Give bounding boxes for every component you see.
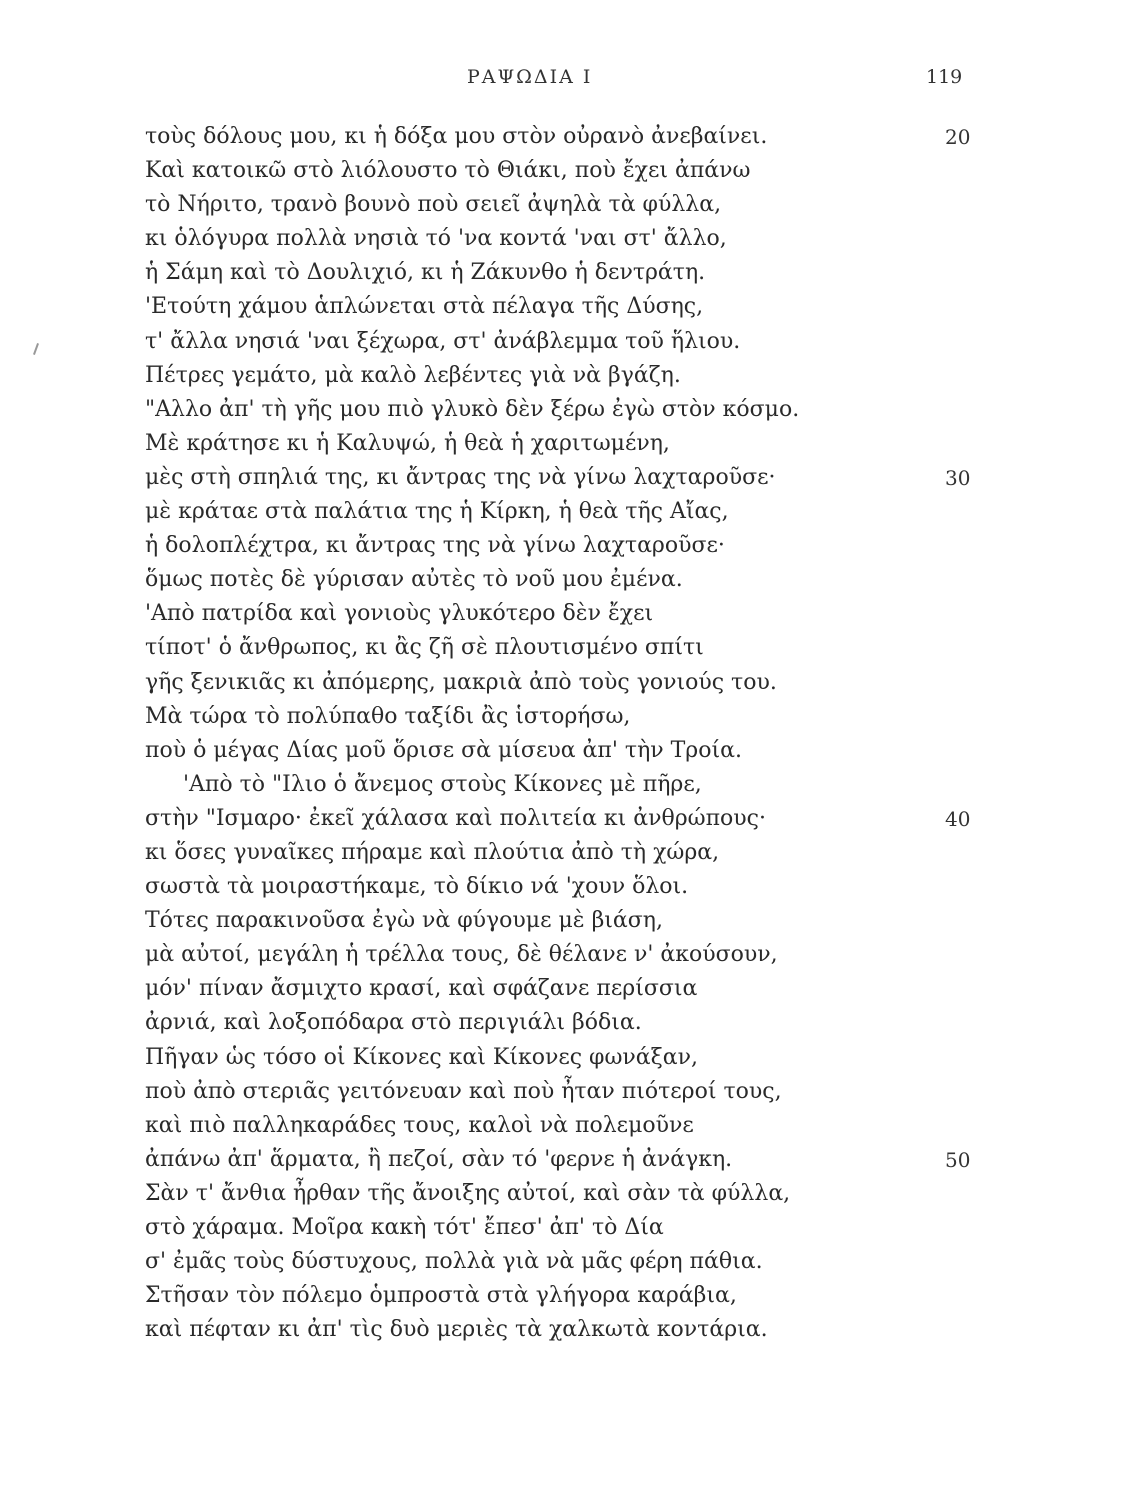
verse-text: γῆς ξενικιᾶς κι ἀπόμερης, μακριὰ ἀπὸ τοὺς γονιούς του.	[145, 669, 777, 695]
verse-line	[145, 802, 971, 836]
verse-line	[145, 154, 905, 188]
verse-line	[145, 1041, 905, 1075]
verse-line	[145, 666, 905, 700]
verse-text: τ' ἄλλα νησιά 'ναι ξέχωρα, στ' ἀνάβλεμμα τοῦ ἥλιου.	[145, 328, 741, 354]
verse-text: σ' ἐμᾶς τοὺς δύστυχους, πολλὰ γιὰ νὰ μᾶς φέρη πάθια.	[145, 1249, 763, 1275]
verse-line	[145, 1313, 905, 1347]
verse-line	[145, 1279, 905, 1313]
verse-text: καὶ πιὸ παλληκαράδες τους, καλοὶ νὰ πολεμοῦνε	[145, 1112, 694, 1138]
verse-text: τὸ Νήριτο, τρανὸ βουνὸ ποὺ σειεῖ ἀψηλὰ τὰ φύλλα,	[145, 192, 722, 218]
verse-text: 'Απὸ τὸ "Ιλιο ὁ ἄνεμος στοὺς Κίκονες μὲ πῆρε,	[183, 771, 702, 797]
verse-text: κι ὁλόγυρα πολλὰ νησιὰ τό 'να κοντά 'ναι στ' ἄλλο,	[145, 226, 727, 252]
line-number: 40	[945, 806, 971, 831]
verse-text: ἀπάνω ἀπ' ἅρματα, ἢ πεζοί, σὰν τό 'φερνε ἡ ἀνάγκη.	[145, 1146, 733, 1172]
verse-text: 'Ετούτη χάμου ἁπλώνεται στὰ πέλαγα τῆς Δύσης,	[145, 294, 704, 320]
verse-line	[145, 359, 905, 393]
verse-line	[145, 836, 905, 870]
verse-line	[145, 188, 905, 222]
verse-line	[145, 597, 905, 631]
verse-line	[145, 563, 905, 597]
verse-text: μὲς στὴ σπηλιά της, κι ἄντρας της νὰ γίνω λαχταροῦσε·	[145, 464, 776, 490]
verse-line	[145, 1075, 905, 1109]
verse-text: στὴν "Ισμαρο· ἐκεῖ χάλασα καὶ πολιτεία κι ἀνθρώπους·	[145, 805, 766, 831]
verse-line	[145, 1143, 971, 1177]
verse-text: ἡ Σάμη καὶ τὸ Δουλιχιό, κι ἡ Ζάκυνθο ἡ δεντράτη.	[145, 260, 706, 286]
verse-line	[145, 938, 905, 972]
verse-text: κι ὅσες γυναῖκες πήραμε καὶ πλούτια ἀπὸ τὴ χώρα,	[145, 839, 720, 865]
verse-line	[145, 768, 905, 802]
running-head	[0, 66, 1142, 98]
verse-line	[145, 700, 905, 734]
verse-line	[145, 222, 905, 256]
verse-line	[145, 1177, 905, 1211]
verse-line	[145, 495, 905, 529]
verse-line	[145, 393, 905, 427]
verse-line	[145, 1006, 905, 1040]
verse-line	[145, 904, 905, 938]
line-number: 20	[945, 125, 971, 149]
verse-text: μὲ κράταε στὰ παλάτια της ἡ Κίρκη, ἡ θεὰ τῆς Αἴας,	[145, 499, 729, 525]
verse-line	[145, 1245, 905, 1279]
verse-text: Μὰ τώρα τὸ πολύπαθο ταξίδι ἂς ἱστορήσω,	[145, 703, 631, 729]
verse-line	[145, 1211, 905, 1245]
verse-text: Πῆγαν ὡς τόσο οἱ Κίκονες καὶ Κίκονες φωνάξαν,	[145, 1044, 698, 1070]
verse-text: Στῆσαν τὸν πόλεμο ὁμπροστὰ στὰ γλήγορα καράβια,	[145, 1283, 737, 1309]
verse-line	[145, 1109, 905, 1143]
verse-text: τίποτ' ὁ ἄνθρωπος, κι ἂς ζῆ σὲ πλουτισμένο σπίτι	[145, 635, 704, 661]
verse-line	[145, 734, 905, 768]
verse-text: ὅμως ποτὲς δὲ γύρισαν αὐτὲς τὸ νοῦ μου ἐμένα.	[145, 567, 683, 593]
verse-line	[145, 256, 905, 290]
verse-line	[145, 529, 905, 563]
verse-line	[145, 461, 971, 495]
verse-text: μὰ αὐτοί, μεγάλη ἡ τρέλλα τους, δὲ θέλανε ν' ἀκούσουν,	[145, 942, 778, 968]
verse-line	[145, 120, 971, 154]
verse-text: τοὺς δόλους μου, κι ἡ δόξα μου στὸν οὐρανὸ ἀνεβαίνει.	[145, 124, 768, 149]
verse-text: ποὺ ἀπὸ στεριᾶς γειτόνευαν καὶ ποὺ ἦταν πιότεροί τους,	[145, 1078, 782, 1104]
line-number: 30	[945, 465, 971, 490]
verse-text: μόν' πίναν ἄσμιχτο κρασί, καὶ σφάζανε περίσσια	[145, 976, 698, 1002]
verse-text: Τότες παρακινοῦσα ἐγὼ νὰ φύγουμε μὲ βιάση,	[145, 908, 663, 934]
verse-line	[145, 325, 905, 359]
verse-text: καὶ πέφταν κι ἀπ' τὶς δυὸ μεριὲς τὰ χαλκωτὰ κοντάρια.	[145, 1317, 768, 1343]
verse-line	[145, 631, 905, 665]
verse-text: Μὲ κράτησε κι ἡ Καλυψώ, ἡ θεὰ ἡ χαριτωμένη,	[145, 430, 670, 456]
margin-mark	[33, 343, 39, 355]
verse-text: Καὶ κατοικῶ στὸ λιόλουστο τὸ Θιάκι, ποὺ ἔχει ἀπάνω	[145, 158, 751, 184]
verse-text: στὸ χάραμα. Μοῖρα κακὴ τότ' ἔπεσ' ἀπ' τὸ Δία	[145, 1215, 664, 1240]
verse-text: ἡ δολοπλέχτρα, κι ἄντρας της νὰ γίνω λαχταροῦσε·	[145, 533, 725, 559]
verse-line	[145, 972, 905, 1006]
verse-line	[145, 290, 905, 324]
page-number: 119	[926, 66, 963, 88]
verse-line	[145, 870, 905, 904]
verse-block	[145, 120, 971, 1347]
verse-text: ποὺ ὁ μέγας Δίας μοῦ ὅρισε σὰ μίσευα ἀπ' τὴν Τροία.	[145, 737, 742, 763]
running-title: ΡΑΨΩΔΙΑ Ι	[467, 66, 593, 88]
verse-text: Σὰν τ' ἄνθια ἦρθαν τῆς ἄνοιξης αὐτοί, καὶ σὰν τὰ φύλλα,	[145, 1180, 791, 1206]
verse-text: "Αλλο ἀπ' τὴ γῆς μου πιὸ γλυκὸ δὲν ξέρω ἐγὼ στὸν κόσμο.	[145, 396, 800, 422]
verse-text: ἀρνιά, καὶ λοξοπόδαρα στὸ περιγιάλι βόδια.	[145, 1010, 642, 1036]
line-number: 50	[945, 1147, 971, 1172]
verse-text: Πέτρες γεμάτο, μὰ καλὸ λεβέντες γιὰ νὰ βγάζη.	[145, 362, 681, 388]
verse-text: σωστὰ τὰ μοιραστήκαμε, τὸ δίκιο νά 'χουν ὅλοι.	[145, 874, 689, 900]
verse-text: 'Απὸ πατρίδα καὶ γονιοὺς γλυκότερο δὲν ἔχει	[145, 601, 654, 627]
verse-line	[145, 427, 905, 461]
